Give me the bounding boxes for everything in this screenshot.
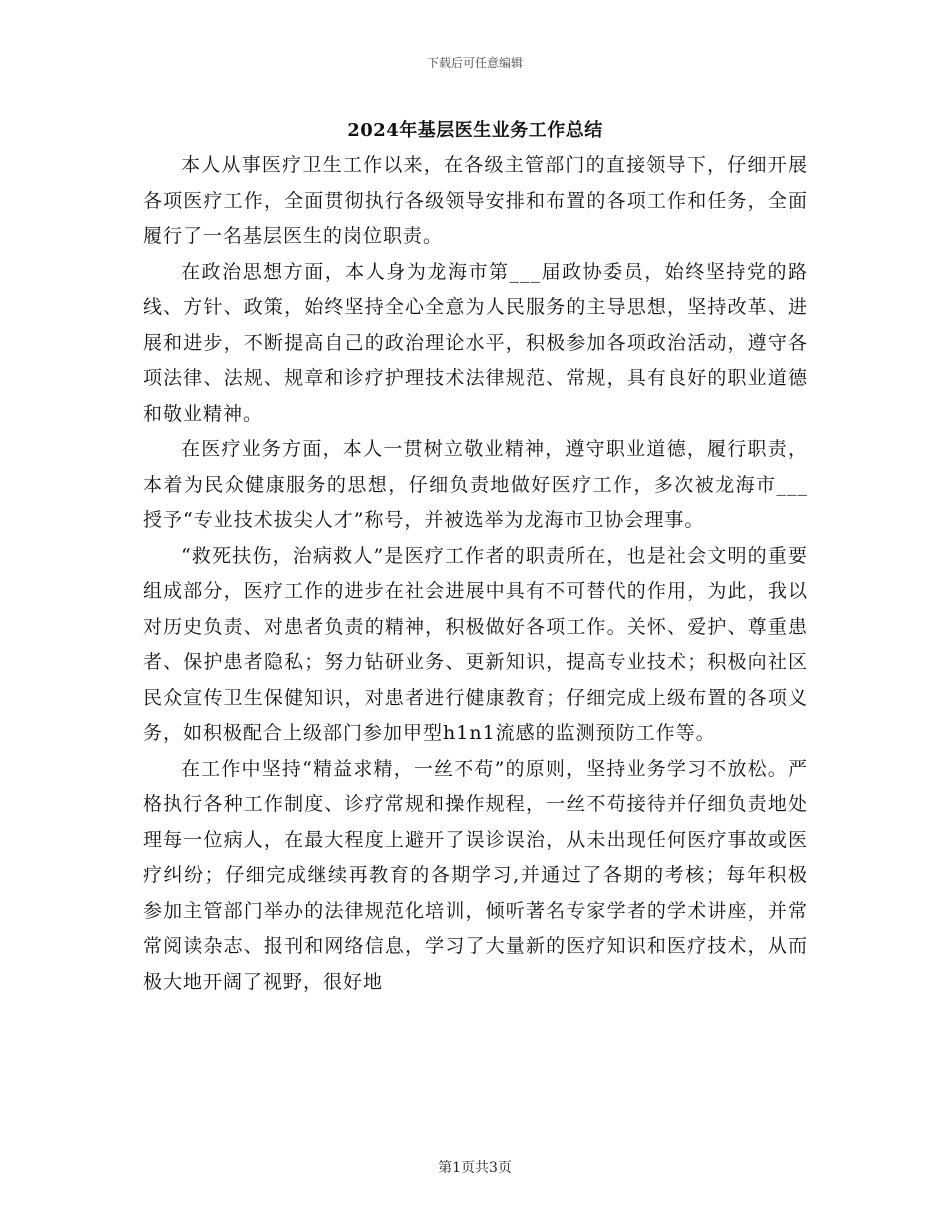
paragraph: 在医疗业务方面，本人一贯树立敬业精神，遵守职业道德，履行职责，本着为民众健康服务的思想，仔细负责地做好医疗工作，多次被龙海市___授予“专业技术拔尖人才”称号，并被选举为龙海市卫协会理事。 (143, 438, 808, 531)
page-number-footer: 第1页共3页 (438, 1160, 512, 1176)
paragraph: 本人从事医疗卫生工作以来，在各级主管部门的直接领导下，仔细开展各项医疗工作，全面贯彻执行各级领导安排和布置的各项工作和任务，全面履行了一名基层医生的岗位职责。 (143, 154, 808, 247)
paragraph: 在工作中坚持“精益求精，一丝不苟”的原则，坚持业务学习不放松。严格执行各种工作制度、诊疗常规和操作规程，一丝不苟接待并仔细负责地处理每一位病人，在最大程度上避开了误诊误治，从未出现任何医疗事故或医疗纠纷；仔细完成继续再教育的各期学习,并通过了各期的考核；每年积极参加主管部门举办的法律规范化培训，倾听著名专家学者的学术讲座，并常常阅读杂志、报刊和网络信息，学习了大量新的医疗知识和医疗技术，从而极大地开阔了视野，很好地 (143, 757, 808, 993)
document-body (143, 148, 808, 1000)
paragraph: “救死扶伤，治病救人”是医疗工作者的职责所在，也是社会文明的重要组成部分，医疗工作的进步在社会进展中具有不可替代的作用，为此，我以对历史负责、对患者负责的精神，积极做好各项工作。关怀、爱护、尊重患者、保护患者隐私；努力钻研业务、更新知识，提高专业技术；积极向社区民众宣传卫生保健知识，对患者进行健康教育；仔细完成上级布置的各项义务，如积极配合上级部门参加甲型h1n1流感的监测预防工作等。 (143, 544, 808, 744)
paragraph: 在政治思想方面，本人身为龙海市第___届政协委员，始终坚持党的路线、方针、政策，始终坚持全心全意为人民服务的主导思想，坚持改革、进展和进步，不断提高自己的政治理论水平，积极参加各项政治活动，遵守各项法律、法规、规章和诊疗护理技术法律规范、常规，具有良好的职业道德和敬业精神。 (143, 260, 808, 425)
document-title: 2024年基层医生业务工作总结 (347, 120, 603, 141)
page-header-note: 下载后可任意编辑 (426, 56, 523, 70)
